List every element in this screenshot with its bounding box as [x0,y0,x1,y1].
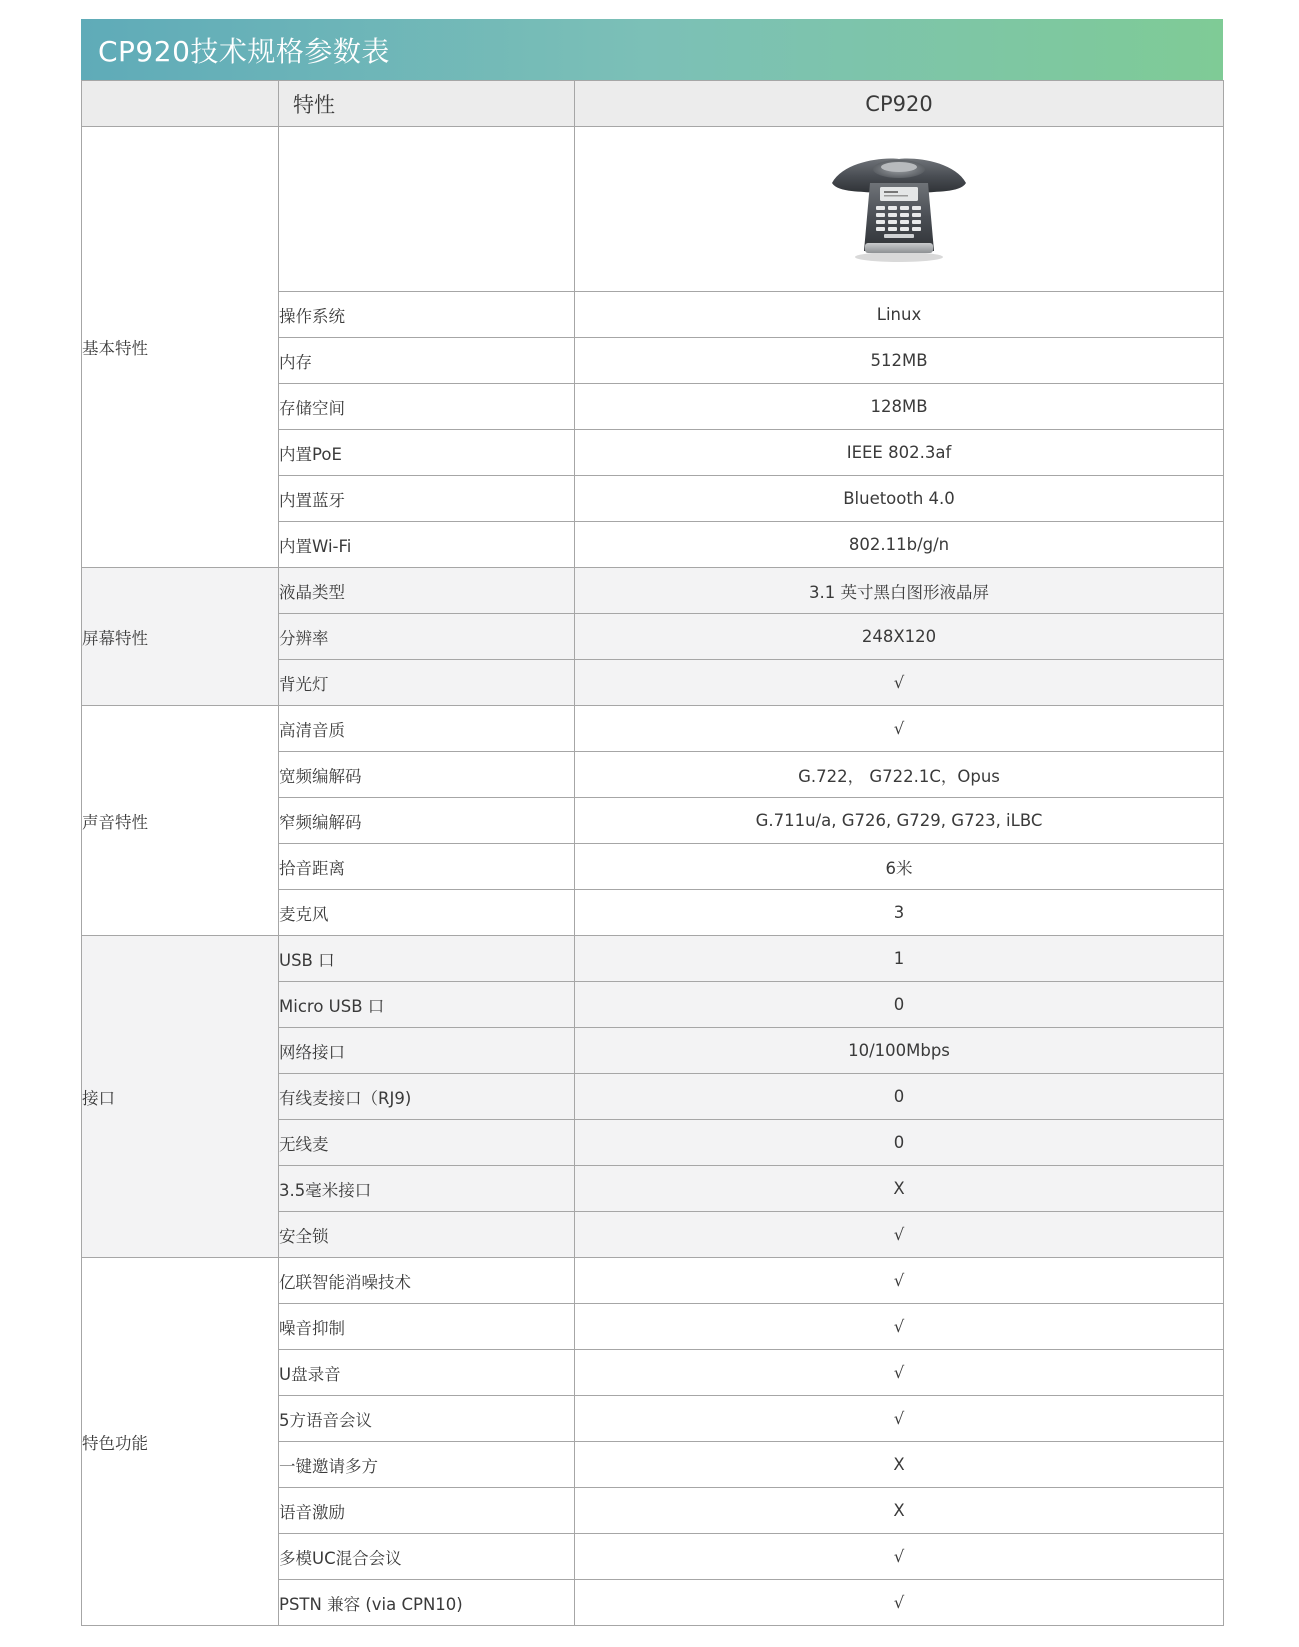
product-image-cell [575,127,1224,292]
feature-cell: 宽频编解码 [279,752,575,798]
feature-cell: 无线麦 [279,1120,575,1166]
spec-table [81,80,1224,1626]
feature-cell: 液晶类型 [279,568,575,614]
feature-cell: 安全锁 [279,1212,575,1258]
value-cell: G.711u/a, G726, G729, G723, iLBC [575,798,1224,844]
value-cell: √ [575,1212,1224,1258]
feature-cell: 噪音抑制 [279,1304,575,1350]
value-cell: √ [575,706,1224,752]
feature-cell: 操作系统 [279,292,575,338]
feature-cell: 分辨率 [279,614,575,660]
group-screen [82,568,1224,706]
feature-cell: 高清音质 [279,706,575,752]
feature-cell: USB 口 [279,936,575,982]
value-cell: X [575,1488,1224,1534]
value-cell: √ [575,1580,1224,1626]
value-cell: 0 [575,1120,1224,1166]
table-row [82,1258,1224,1304]
value-cell: √ [575,1534,1224,1580]
value-cell: 0 [575,1074,1224,1120]
value-cell: Linux [575,292,1224,338]
group-special-features [82,1258,1224,1626]
table-row [82,127,1224,292]
value-cell: √ [575,1350,1224,1396]
value-cell: X [575,1166,1224,1212]
spec-sheet [81,19,1223,1626]
table-row [82,706,1224,752]
feature-cell: 网络接口 [279,1028,575,1074]
value-cell: 6米 [575,844,1224,890]
feature-cell: 内置PoE [279,430,575,476]
value-cell: 0 [575,982,1224,1028]
feature-cell: U盘录音 [279,1350,575,1396]
feature-cell: 窄频编解码 [279,798,575,844]
feature-cell: 内存 [279,338,575,384]
feature-cell: 内置Wi-Fi [279,522,575,568]
feature-cell: 麦克风 [279,890,575,936]
value-cell: 10/100Mbps [575,1028,1224,1074]
feature-cell: 多模UC混合会议 [279,1534,575,1580]
value-cell: √ [575,1258,1224,1304]
page-title: CP920技术规格参数表 [98,34,390,68]
group-label: 声音特性 [82,706,279,936]
table-header-row [82,81,1224,127]
value-cell: √ [575,1396,1224,1442]
header-group-cell [82,81,279,127]
feature-cell: PSTN 兼容 (via CPN10) [279,1580,575,1626]
value-cell: Bluetooth 4.0 [575,476,1224,522]
group-ports [82,936,1224,1258]
value-cell: √ [575,660,1224,706]
group-label: 接口 [82,936,279,1258]
feature-cell: 3.5毫米接口 [279,1166,575,1212]
value-cell: 3.1 英寸黑白图形液晶屏 [575,568,1224,614]
title-bar [81,19,1223,80]
header-feature-cell: 特性 [279,81,575,127]
feature-cell: 亿联智能消噪技术 [279,1258,575,1304]
value-cell: IEEE 802.3af [575,430,1224,476]
group-audio [82,706,1224,936]
feature-cell: Micro USB 口 [279,982,575,1028]
table-row [82,568,1224,614]
value-cell: 248X120 [575,614,1224,660]
group-label: 特色功能 [82,1258,279,1626]
value-cell: G.722， G722.1C，Opus [575,752,1224,798]
feature-cell: 5方语音会议 [279,1396,575,1442]
group-label: 基本特性 [82,127,279,568]
value-cell: 1 [575,936,1224,982]
conference-phone-image [824,153,974,265]
group-label: 屏幕特性 [82,568,279,706]
value-cell: √ [575,1304,1224,1350]
value-cell: 802.11b/g/n [575,522,1224,568]
feature-cell [279,127,575,292]
feature-cell: 语音激励 [279,1488,575,1534]
feature-cell: 拾音距离 [279,844,575,890]
feature-cell: 背光灯 [279,660,575,706]
value-cell: 512MB [575,338,1224,384]
feature-cell: 内置蓝牙 [279,476,575,522]
feature-cell: 一键邀请多方 [279,1442,575,1488]
value-cell: X [575,1442,1224,1488]
group-basic [82,127,1224,568]
value-cell: 3 [575,890,1224,936]
feature-cell: 有线麦接口（RJ9) [279,1074,575,1120]
feature-cell: 存储空间 [279,384,575,430]
header-model-cell: CP920 [575,81,1224,127]
value-cell: 128MB [575,384,1224,430]
table-row [82,936,1224,982]
